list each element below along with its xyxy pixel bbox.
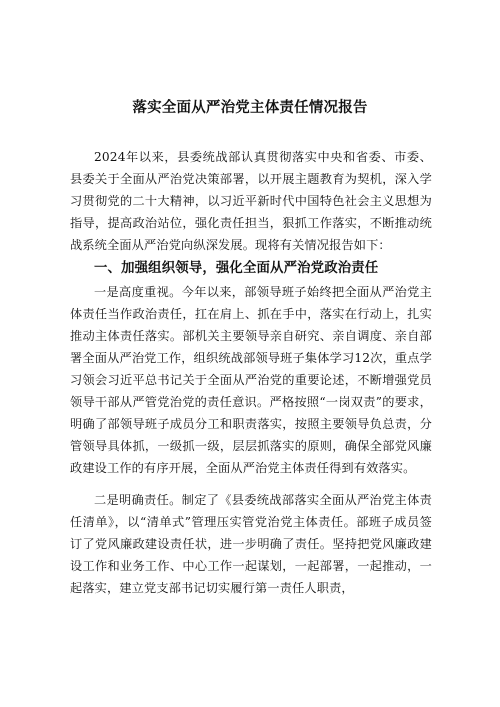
document-title: 落实全面从严治党主体责任情况报告 [132,100,368,116]
section-heading-1: 一、加强组织领导，强化全面从严治党政治责任 [94,261,379,276]
document-body [70,146,432,599]
paragraph-importance: 一是高度重视。今年以来，部领导班子始终把全面从严治党主体责任当作政治责任，扛在肩上、抓在手中，落实在行动上，扎实推动主体责任落实。部机关主要领导亲自研究、亲自调度、亲自部署全面从严治党工作，组织统战部领导班子集体学习12次，重点学习领会习近平总书记关于全面从严治党的重要论述，不断增强党员领导干部从严管党治党的责任意识。严格按照“一岗双责”的要求，明确了部领导班子成员分工和职责落实，按照主要领导负总责，分管领导具体抓，一级抓一级，层层抓落实的原则，确保全部党风廉政建设工作的有序开展，全面从严治党主体责任得到有效落实。 [70,285,432,475]
intro-paragraph: 2024年以来，县委统战部认真贯彻落实中央和省委、市委、县委关于全面从严治党决策部署，以开展主题教育为契机，深入学习贯彻党的二十大精神，以习近平新时代中国特色社会主义思想为指导，提高政治站位，强化责任担当，狠抓工作落实，不断推动统战系统全面从严治党向纵深发展。现将有关情况报告如下： [70,150,432,252]
paragraph-gap [70,479,432,489]
paragraph-responsibility: 二是明确责任。制定了《县委统战部落实全面从严治党主体责任清单》，以“清单式”管理压实管党治党主体责任。部班子成员签订了党风廉政建设责任状，进一步明确了责任。坚持把党风廉政建设工作和业务工作、中心工作一起谋划，一起部署，一起推动，一起落实，建立党支部书记切实履行第一责任人职责， [70,493,432,595]
